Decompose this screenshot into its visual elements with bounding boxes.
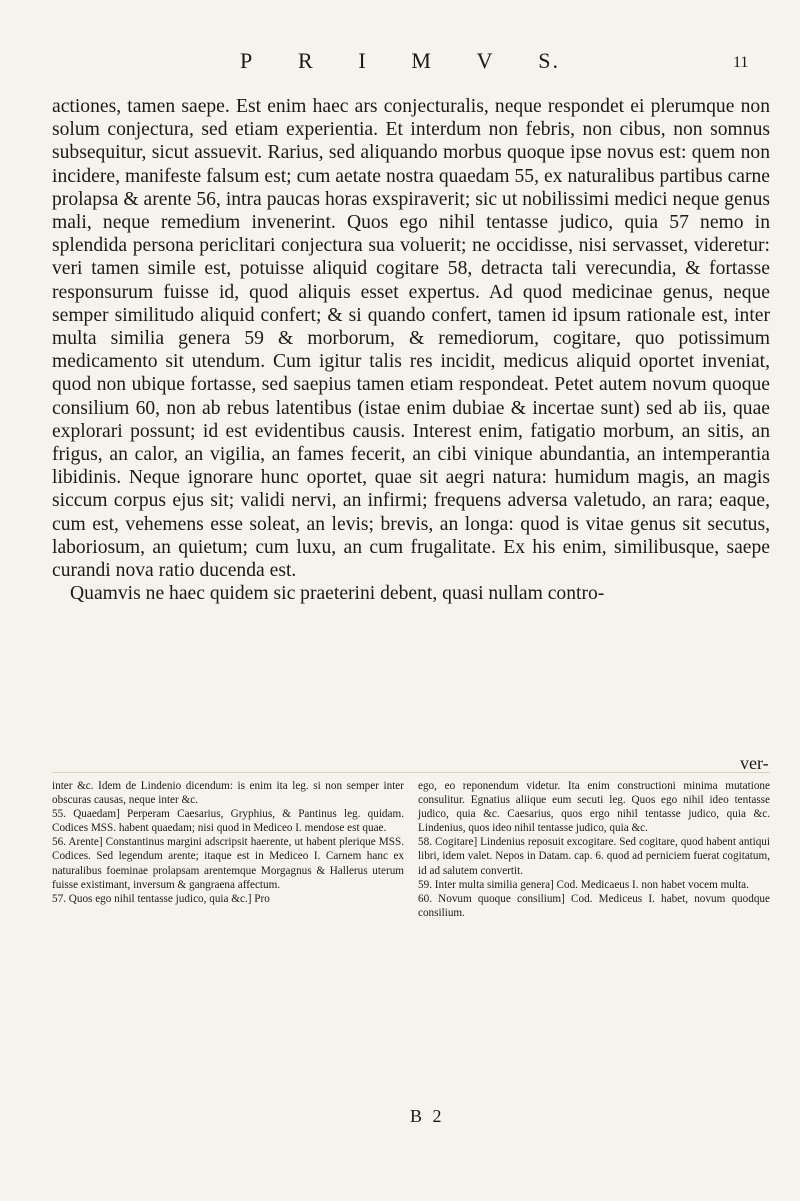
- header-letter: P: [240, 48, 255, 73]
- header-letter: R: [297, 48, 315, 73]
- header-letter: I: [358, 48, 368, 73]
- signature-mark: B 2: [410, 1106, 445, 1126]
- footnote: ego, eo reponendum videtur. Ita enim constructioni minima mutatione consulitur. Egnatius aliique eum secuti leg. Quos ego nihil ideo tentasse judico, quia &c. Caesarius, quos ergo nihil tentasse judico, quia &c. Lindenius, quos ideo nihil tentasse judico, quia &c.: [418, 780, 770, 835]
- notes-divider: [52, 772, 770, 773]
- footnotes-left-column: [52, 779, 404, 920]
- footnote: 58. Cogitare] Lindenius reposuit excogitare. Sed cogitare, quod habent antiqui libri, idem valet. Nepos in Datam. cap. 6. quod ad perniciem fuerat cogitatum, id ad salutem convertit.: [418, 836, 770, 877]
- footnotes-right-column: [418, 779, 770, 920]
- header-letter: S.: [538, 48, 560, 73]
- main-text: [52, 95, 770, 605]
- footnote: 59. Inter multa similia genera] Cod. Medicaeus I. non habet vocem multa.: [418, 878, 749, 891]
- header-letter: M: [411, 48, 433, 73]
- main-paragraph: Quamvis ne haec quidem sic praeterini debent, quasi nullam contro-: [70, 583, 605, 605]
- catchword: ver-: [740, 753, 769, 773]
- header-letter: V: [476, 48, 495, 73]
- footnote: 55. Quaedam] Perperam Caesarius, Gryphius, & Pantinus leg. quidam. Codices MSS. habent quaedam; nisi quod in Mediceo I. mendose est quae.: [52, 808, 404, 835]
- footnote: inter &c. Idem de Lindenio dicendum: is enim ita leg. si non semper inter obscuras causas, neque inter &c.: [52, 780, 404, 807]
- page-number: 11: [733, 54, 749, 71]
- footnote: 56. Arente] Constantinus margini adscripsit haerente, ut habent plerique MSS. Codices. Sed legendum arente; itaque est in Mediceo I. Carnem hanc ex naturalibus foeminae prolapsam arentemque Morgagnus & Hallerus uterum fuisse existimant, inversum & gangraena affectum.: [52, 836, 404, 891]
- footnotes: [52, 779, 770, 920]
- main-paragraph: actiones, tamen saepe. Est enim haec ars conjecturalis, neque respondet ei plerumque non solum conjectura, sed etiam experientia. Et interdum non febris, non cibus, non somnus subsequitur, sicut assuevit. Rarius, sed aliquando morbus quoque ipse novus est: quem non incidere, manifeste falsum est; cum aetate nostra quaedam 55, ex naturalibus partibus carne prolapsa & arente 56, intra paucas horas exspiraverit; sic ut nobilissimi medici neque genus mali, neque remedium invenerint. Quos ego nihil tentasse judico, quia 57 nemo in splendida persona periclitari conjectura sua voluerit; ne occidisse, nisi servasset, videretur: veri tamen simile est, potuisse aliquid cogitare 58, detracta tali verecundia, & fortasse responsurum fuisse id, quod aliquis esset expertus. Ad quod medicinae genus, neque semper similitudo aliquid confert; & si quando confert, tamen id ipsum rationale est, inter multa similia genera 59 & morborum, & remediorum, cogitare, quo potissimum medicamento sit utendum. Cum igitur talis res incidit, medicus aliquid oportet inveniat, quod non ubique fortasse, sed saepius tamen etiam respondeat. Petet autem novum quoque consilium 60, non ab rebus latentibus (istae enim dubiae & incertae sunt) sed ab iis, quae explorari possunt; id est evidentibus causis. Interest enim, fatigatio morbum, an sitis, an frigus, an calor, an vigilia, an fames fecerit, an cibi vinique abundantia, an intemperantia libidinis. Neque ignorare hunc oportet, quae sit aegri natura: humidum magis, an magis siccum corpus ejus sit; validi nervi, an infirmi; frequens adversa valetudo, an rara; eaque, cum est, vehemens esse soleat, an levis; brevis, an longa: quod is vitae genus sit secutus, laboriosum, an quietum; cum luxu, an cum frugalitate. Ex his enim, similibusque, saepe curandi nova ratio ducenda est.: [52, 96, 770, 582]
- footnote: 57. Quos ego nihil tentasse judico, quia &c.] Pro: [52, 892, 270, 905]
- footnote: 60. Novum quoque consilium] Cod. Mediceus I. habet, novum quodque consilium.: [418, 892, 770, 919]
- running-header: [240, 48, 560, 74]
